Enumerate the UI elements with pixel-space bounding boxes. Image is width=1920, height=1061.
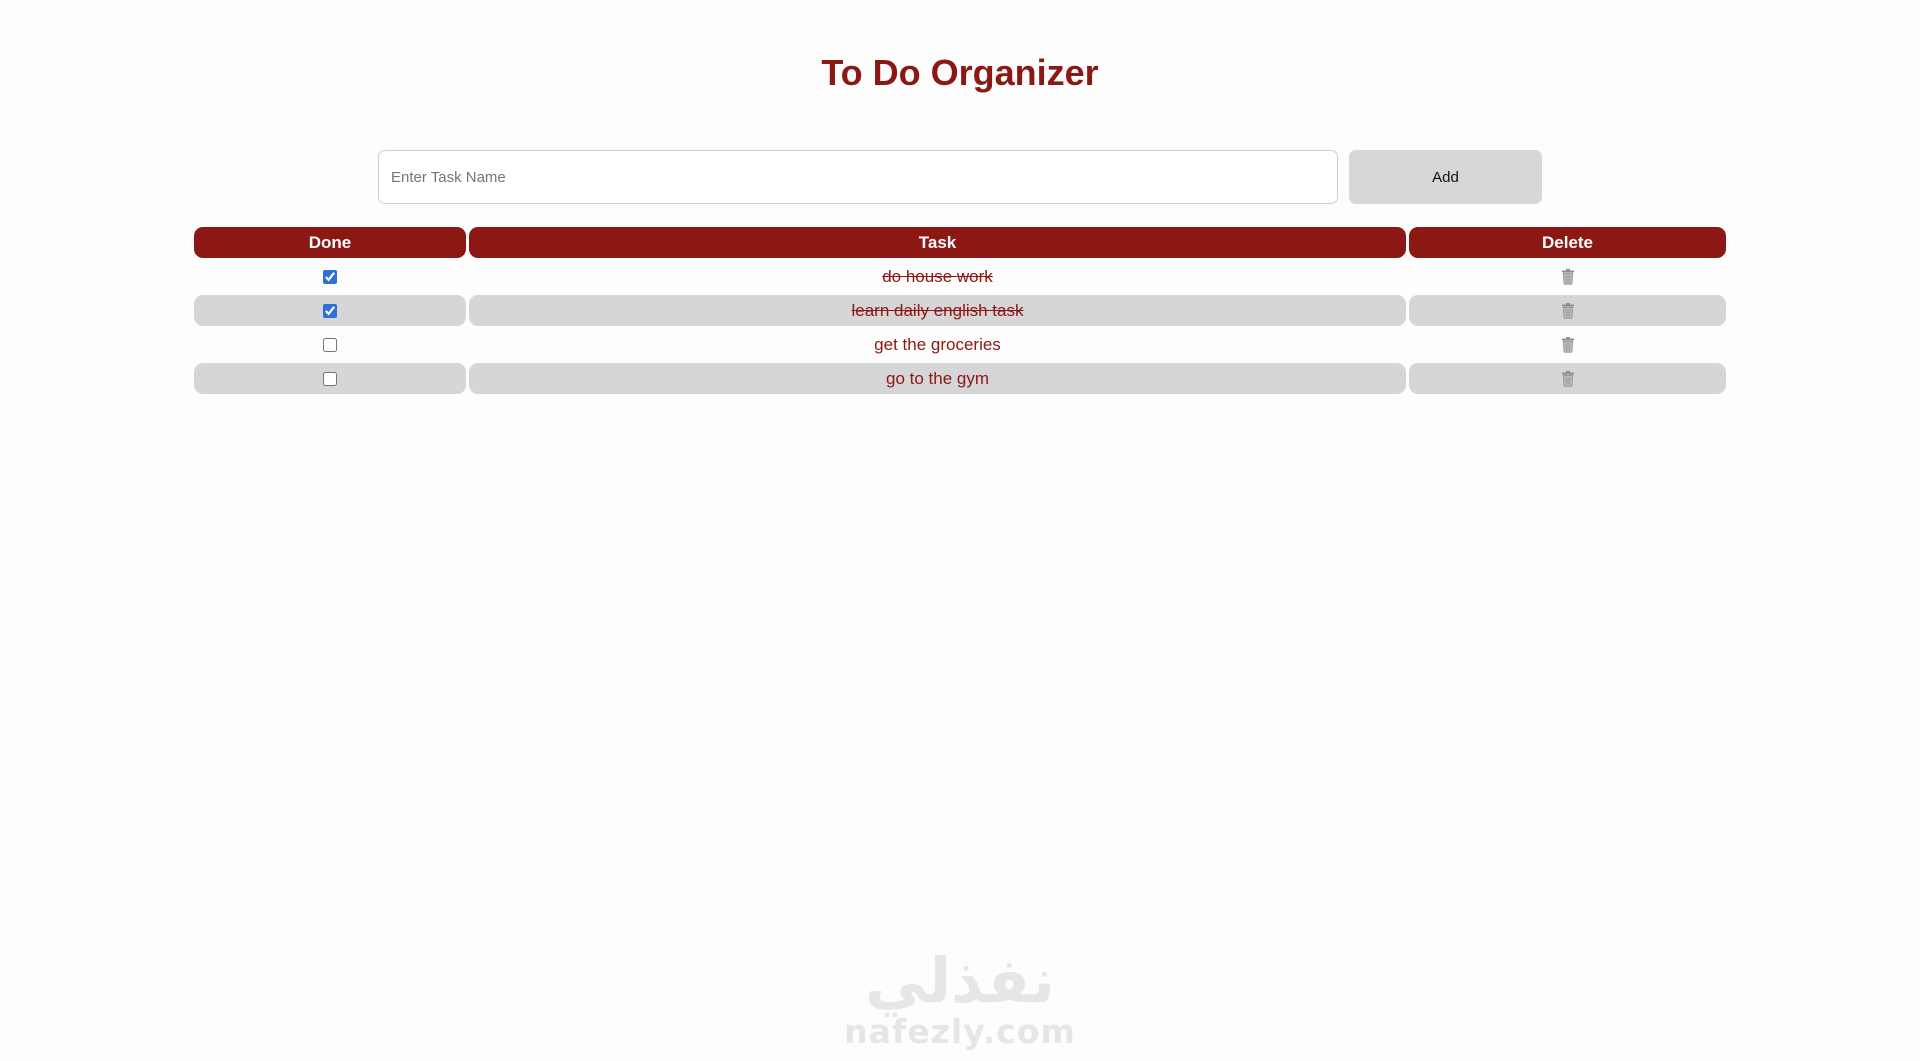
watermark-latin: nafezly.com [844, 1012, 1076, 1051]
done-cell [194, 363, 466, 394]
task-name: go to the gym [885, 368, 989, 388]
task-name: get the groceries [874, 334, 1001, 354]
delete-cell [1409, 295, 1726, 326]
watermark-arabic: نفذلي [865, 944, 1055, 1017]
done-checkbox[interactable] [323, 372, 337, 386]
add-button[interactable]: Add [1349, 150, 1542, 204]
page-title: To Do Organizer [821, 52, 1099, 93]
done-cell [194, 261, 466, 292]
trash-icon[interactable] [1561, 337, 1575, 353]
delete-cell [1409, 329, 1726, 360]
task-name: do house work [882, 266, 993, 286]
column-header-task: Task [469, 227, 1406, 258]
task-name: learn daily english task [851, 300, 1024, 320]
trash-icon[interactable] [1561, 269, 1575, 285]
done-cell [194, 329, 466, 360]
done-checkbox[interactable] [323, 338, 337, 352]
add-task-form [378, 150, 1542, 204]
task-cell [469, 295, 1406, 326]
task-table [194, 227, 1726, 397]
watermark-logo [0, 944, 1920, 1051]
trash-icon[interactable] [1561, 303, 1575, 319]
table-row [194, 329, 1726, 360]
task-cell [469, 363, 1406, 394]
task-cell [469, 261, 1406, 292]
table-row [194, 261, 1726, 292]
task-name-input[interactable] [378, 150, 1338, 204]
column-header-delete: Delete [1409, 227, 1726, 258]
task-cell [469, 329, 1406, 360]
done-cell [194, 295, 466, 326]
table-row [194, 363, 1726, 394]
table-header-row [194, 227, 1726, 258]
table-row [194, 295, 1726, 326]
done-checkbox[interactable] [323, 304, 337, 318]
done-checkbox[interactable] [323, 270, 337, 284]
trash-icon[interactable] [1561, 371, 1575, 387]
delete-cell [1409, 363, 1726, 394]
delete-cell [1409, 261, 1726, 292]
column-header-done: Done [194, 227, 466, 258]
